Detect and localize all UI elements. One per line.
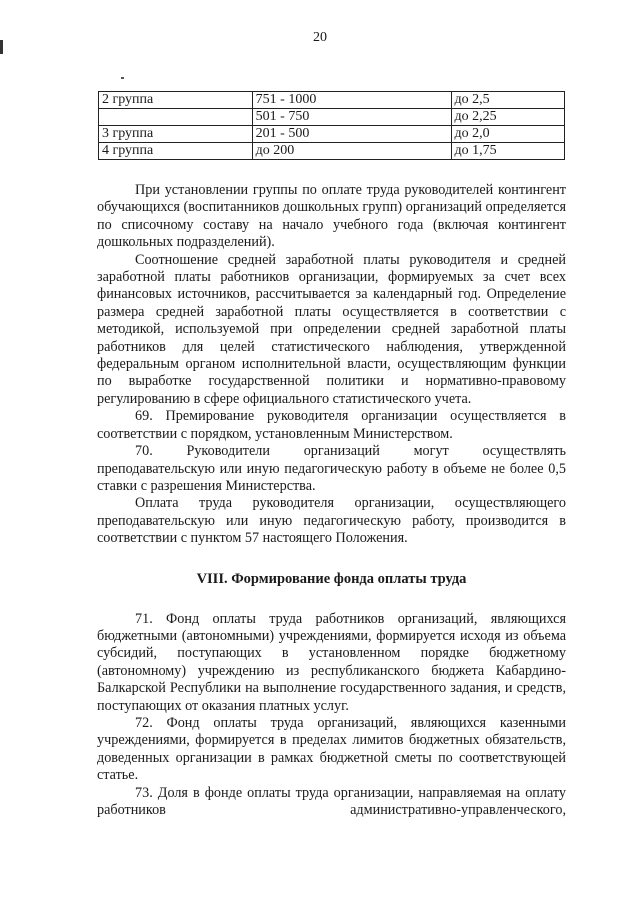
table-cell-contingent: до 200 bbox=[252, 143, 451, 160]
table-cell-group: 3 группа bbox=[99, 126, 253, 143]
scan-edge-mark bbox=[0, 40, 3, 54]
table-cell-contingent: 751 - 1000 bbox=[252, 92, 451, 109]
table-cell-group: 2 группа bbox=[99, 92, 253, 109]
paragraph-73: 73. Доля в фонде оплаты труда организации, направляемая на оплату работников административно-управленческого, bbox=[97, 784, 566, 818]
table-row bbox=[99, 92, 565, 109]
table-cell-ratio: до 2,0 bbox=[451, 126, 565, 143]
paragraph-71: 71. Фонд оплаты труда работников организаций, являющихся бюджетными (автономными) учреждениями, формируется исходя из объема субсидий, поступающих в установленном порядке бюджетному (автономному) учреждению из республиканского бюджета Кабардино-Балкарской Республики на выполнение государственного задания, и средств, поступающих от оказания платных услуг. bbox=[97, 610, 566, 714]
paragraph-70: 70. Руководители организаций могут осуществлять преподавательскую или иную педагогическую работу в объеме не более 0,5 ставки с разрешения Министерства. bbox=[97, 443, 566, 494]
paragraph-teaching-pay: Оплата труда руководителя организации, осуществляющего преподавательскую или иную педагогическую работу, производится в соответствии с пунктом 57 настоящего Положения. bbox=[97, 495, 566, 547]
groups-table bbox=[98, 91, 565, 160]
paragraph-69: 69. Премирование руководителя организации осуществляется в соответствии с порядком, установленным Министерством. bbox=[97, 408, 566, 442]
table-cell-contingent: 201 - 500 bbox=[252, 126, 451, 143]
table-cell-ratio: до 2,25 bbox=[451, 109, 565, 126]
scan-speck bbox=[121, 77, 124, 79]
table-row bbox=[99, 126, 565, 143]
table-cell-group bbox=[99, 109, 253, 126]
table-row bbox=[99, 143, 565, 160]
table-cell-group: 4 группа bbox=[99, 143, 253, 160]
page-number: 20 bbox=[313, 30, 327, 45]
table-cell-contingent: 501 - 750 bbox=[252, 109, 451, 126]
paragraph-salary-ratio: Соотношение средней заработной платы руководителя и средней заработной платы работников организации, формируемых за счет всех финансовых источников, рассчитывается за календарный год. Определение размера средней заработной платы осуществляется в соответствии с методикой, используемой при определении средней заработной платы работников для целей статистического наблюдения, утвержденной федеральным органом исполнительной власти, осуществляющим функции по выработке государственной политики и нормативно-правовому регулированию в сфере официального статистического учета. bbox=[97, 251, 566, 407]
table-row bbox=[99, 109, 565, 126]
paragraph-contingent: При установлении группы по оплате труда руководителей контингент обучающихся (воспитанников дошкольных групп) организаций определяется по списочному составу на начало учебного года (включая контингент дошкольных подразделений). bbox=[97, 182, 566, 251]
document-body bbox=[97, 182, 566, 819]
paragraph-72: 72. Фонд оплаты труда организаций, являющихся казенными учреждениями, формируется в пределах лимитов бюджетных обязательств, доведенных организации в рамках бюджетной сметы по соответствующей статье. bbox=[97, 714, 566, 784]
table-cell-ratio: до 2,5 bbox=[451, 92, 565, 109]
table-cell-ratio: до 1,75 bbox=[451, 143, 565, 160]
section-heading: VIII. Формирование фонда оплаты труда bbox=[196, 570, 467, 587]
